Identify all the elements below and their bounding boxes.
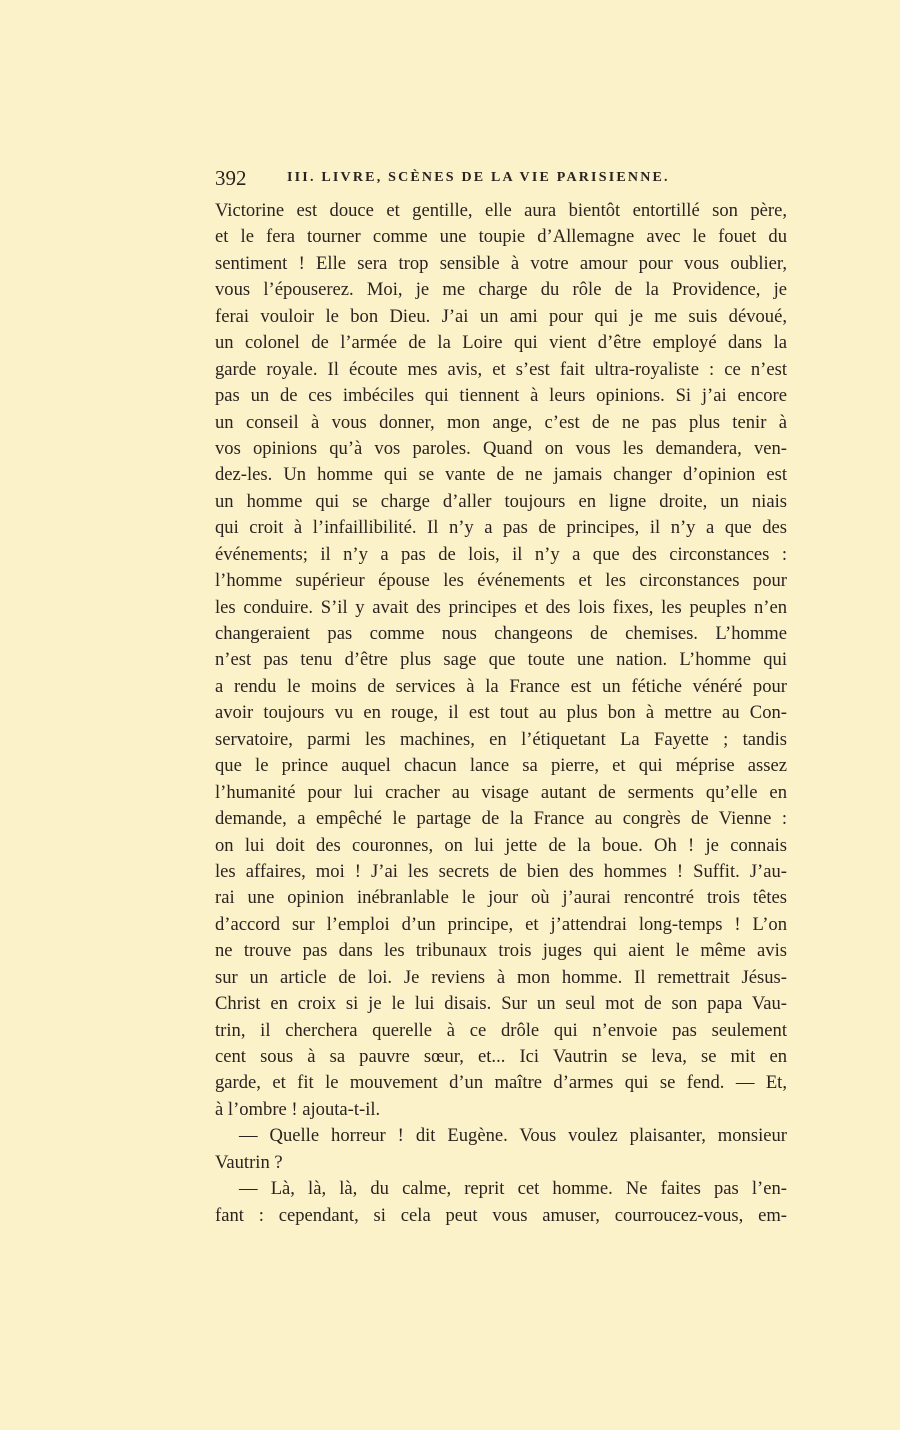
text-line: à l’ombre ! ajouta-t-il. bbox=[215, 1098, 381, 1120]
text-line: Vautrin ? bbox=[215, 1151, 283, 1173]
text-line: changeraient pas comme nous changeons de chemises. L’homme bbox=[215, 623, 787, 644]
text-line: rai une opinion inébranlable le jour où j’aurai rencontré trois têtes bbox=[215, 887, 787, 909]
text-line: Victorine est douce et gentille, elle aura bientôt entortillé son père, bbox=[215, 200, 787, 221]
text-line: sentiment ! Elle sera trop sensible à votre amour pour vous oublier, bbox=[215, 252, 787, 274]
running-title: III. LIVRE, SCÈNES DE LA VIE PARISIENNE. bbox=[287, 170, 670, 185]
text-line: servatoire, parmi les machines, en l’étiquetant La Fayette ; tandis bbox=[215, 728, 787, 750]
text-line: que le prince auquel chacun lance sa pierre, et qui méprise assez bbox=[215, 755, 787, 777]
text-line: les conduire. S’il y avait des principes et des lois fixes, les peuples n’en bbox=[215, 596, 787, 618]
text-line: un colonel de l’armée de la Loire qui vient d’être employé dans la bbox=[215, 332, 787, 354]
text-line: événements; il n’y a pas de lois, il n’y a que des circonstances : bbox=[215, 543, 787, 565]
text-line: vous l’épouserez. Moi, je me charge du rôle de la Providence, je bbox=[215, 279, 787, 301]
running-header bbox=[215, 166, 787, 192]
text-line: garde royale. Il écoute mes avis, et s’est fait ultra-royaliste : ce n’est bbox=[215, 358, 787, 380]
text-line: trin, il cherchera querelle à ce drôle qui n’envoie pas seulement bbox=[215, 1019, 787, 1041]
text-line: les affaires, moi ! J’ai les secrets de bien des hommes ! Suffit. J’au- bbox=[215, 860, 787, 882]
text-line: un homme qui se charge d’aller toujours en ligne droite, un niais bbox=[215, 490, 787, 512]
page-body-text bbox=[215, 198, 787, 1229]
text-line: on lui doit des couronnes, on lui jette de la boue. Oh ! je connais bbox=[215, 834, 787, 856]
text-line: a rendu le moins de services à la France est un fétiche vénéré pour bbox=[215, 675, 787, 697]
text-line: un conseil à vous donner, mon ange, c’est de ne pas plus tenir à bbox=[215, 411, 787, 433]
text-line: pas un de ces imbéciles qui tiennent à leurs opinions. Si j’ai encore bbox=[215, 385, 787, 407]
text-line: n’est pas tenu d’être plus sage que toute une nation. L’homme qui bbox=[215, 649, 787, 671]
text-line: garde, et fit le mouvement d’un maître d’armes qui se fend. — Et, bbox=[215, 1072, 787, 1094]
text-line: demande, a empêché le partage de la France au congrès de Vienne : bbox=[215, 808, 787, 830]
text-line: vos opinions qu’à vos paroles. Quand on vous les demandera, ven- bbox=[215, 437, 787, 459]
text-line: Christ en croix si je le lui disais. Sur un seul mot de son papa Vau- bbox=[215, 993, 787, 1015]
text-line: l’homme supérieur épouse les événements et les circonstances pour bbox=[215, 570, 787, 592]
text-line: ne trouve pas dans les tribunaux trois juges qui aient le même avis bbox=[215, 940, 787, 962]
text-line: d’accord sur l’emploi d’un principe, et j’attendrai long-temps ! L’on bbox=[215, 913, 787, 935]
text-line: — Là, là, là, du calme, reprit cet homme. Ne faites pas l’en- bbox=[239, 1178, 787, 1200]
text-line: sur un article de loi. Je reviens à mon homme. Il remettrait Jésus- bbox=[215, 966, 787, 988]
text-line: fant : cependant, si cela peut vous amuser, courroucez-vous, em- bbox=[215, 1204, 787, 1226]
text-line: avoir toujours vu en rouge, il est tout au plus bon à mettre au Con- bbox=[215, 702, 787, 724]
text-line: — Quelle horreur ! dit Eugène. Vous voulez plaisanter, monsieur bbox=[239, 1125, 787, 1147]
text-line: cent sous à sa pauvre sœur, et... Ici Vautrin se leva, se mit en bbox=[215, 1046, 787, 1067]
text-line: ferai vouloir le bon Dieu. J’ai un ami pour qui je me suis dévoué, bbox=[215, 305, 787, 327]
page-number: 392 bbox=[215, 166, 247, 190]
text-line: et le fera tourner comme une toupie d’Allemagne avec le fouet du bbox=[215, 226, 787, 248]
text-line: qui croit à l’infaillibilité. Il n’y a pas de principes, il n’y a que des bbox=[215, 517, 787, 539]
text-line: l’humanité pour lui cracher au visage autant de serments qu’elle en bbox=[215, 781, 787, 803]
text-line: dez-les. Un homme qui se vante de ne jamais changer d’opinion est bbox=[215, 464, 787, 486]
